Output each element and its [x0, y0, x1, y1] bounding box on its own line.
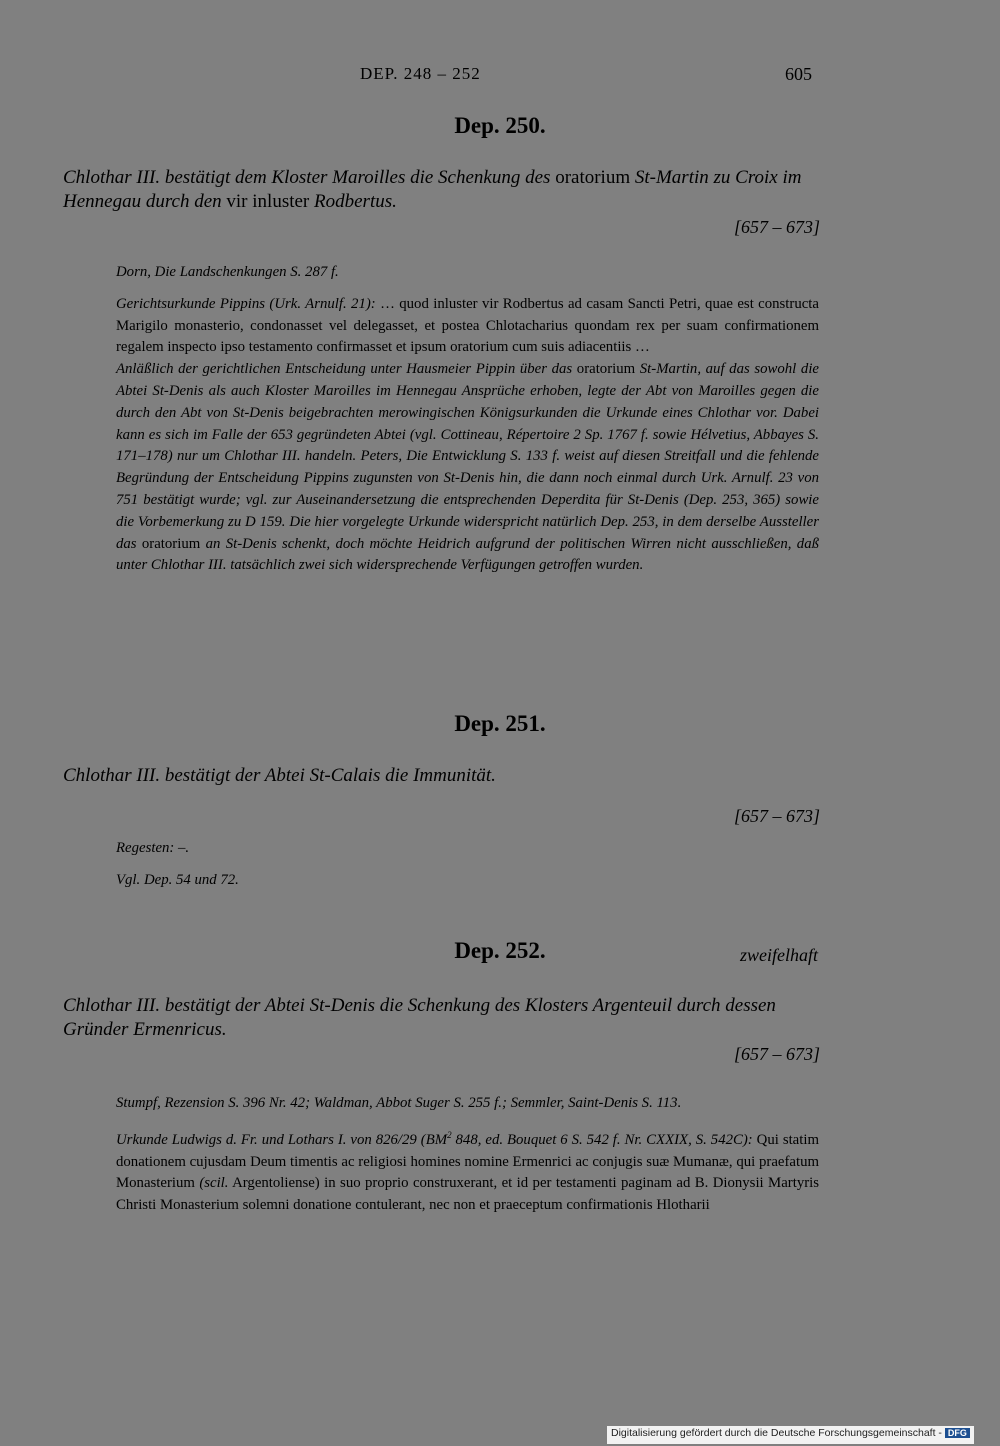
dep-252-quote-scil: (scil. [199, 1175, 229, 1192]
dep-250-commentary-part: Anläßlich der gerichtlichen Entscheidung unter Hausmeier Pippin über das [116, 361, 573, 378]
dep-252-quote-source: 848, ed. Bouquet 6 S. 542 f. Nr. CXXIX, S. 542C): [455, 1131, 753, 1148]
dep-250-commentary-part: an St-Denis schenkt, doch möchte Heidrich aufgrund der politischen Wirren nicht ausschließen, daß unter Chlothar III. tatsächlich zwei sich widersprechende Verfügungen getroffen wurden. [116, 535, 819, 574]
page-number: 605 [785, 64, 812, 84]
dep-250-commentary-part: oratorium [141, 535, 201, 552]
dep-252-quote-source: Urkunde Ludwigs d. Fr. und Lothars I. von 826/29 (BM [116, 1131, 448, 1148]
dep-251-vgl: Vgl. Dep. 54 und 72. [116, 871, 239, 888]
dfg-logo-icon: DFG [945, 1428, 970, 1438]
dep-252-heading: Dep. 252. [454, 938, 546, 963]
dep-250-body [116, 262, 819, 577]
dep-250-title-part: oratorium [555, 167, 631, 188]
dep-250-commentary-part: St-Martin, auf das sowohl die Abtei St-Denis als auch Kloster Maroilles im Hennegau Ansprüche erhoben, legte der Abt von Maroilles gegen die durch den Abt von St-Denis beigebrachten merowingischen Königsurkunden die Urkunde eines Chlothar vor. Dabei kann es sich im Falle der 653 gegründeten Abtei (vgl. Cottineau, Répertoire 2 Sp. 1767 f. sowie Hélvetius, Abbayes S. 171–178) nur um Chlothar III. handeln. Peters, Die Entwicklung S. 133 f. weist auf diesen Streitfall und die fehlende Begründung der Entscheidung Pippins zugunsten von St-Denis hin, die dann noch einmal durch Urk. Arnulf. 23 von 751 bestätigt wurde; vgl. zur Auseinandersetzung die entsprechenden Deperdita für St-Denis (Dep. 253, 365) sowie die Vorbemerkung zu D 159. Die hier vorgelegte Urkunde widerspricht natürlich Dep. 253, in dem derselbe Aussteller das [116, 361, 819, 552]
dep-250-heading: Dep. 250. [454, 113, 546, 138]
dep-252-title: Chlothar III. bestätigt der Abtei St-Denis die Schenkung des Klosters Argenteuil durch dessen Gründer Ermenricus. [63, 995, 776, 1040]
dep-250-commentary [116, 359, 819, 577]
dep-251-title: Chlothar III. bestätigt der Abtei St-Calais die Immunität. [63, 765, 496, 786]
running-header [0, 64, 1000, 88]
dep-250-quote-source: Gerichtsurkunde Pippins (Urk. Arnulf. 21): [116, 295, 376, 312]
running-title: DEP. 248 – 252 [360, 64, 481, 83]
dep-250-reference: Dorn, Die Landschenkungen S. 287 f. [116, 264, 339, 280]
dep-251-date: [657 – 673] [733, 806, 820, 826]
digitization-credit [607, 1426, 974, 1444]
dep-250-quote-text: … quod inluster vir Rodbertus ad casam Sancti Petri, quae est constructa Marigilo monasterio, condonasset vel delegasset, et postea Chlotacharius quondam rex per suam confirmationem regalem inspecto ipso testamento confirmasset et ipsum oratorium cum suis adiacentiis … [116, 295, 819, 356]
dep-252-quote-text: Qui statim donationem cujusdam Deum timentis ac religiosi homines nomine Ermenrici ac conjugis suæ Mumanæ, qui praefatum Monasterium [116, 1131, 819, 1192]
dep-251-body [116, 838, 819, 892]
dep-252-reference: Stumpf, Rezension S. 396 Nr. 42; Waldman, Abbot Suger S. 255 f.; Semmler, Saint-Denis S. 113. [116, 1095, 682, 1111]
dep-250-title-part: St-Martin zu Croix im Hennegau durch den [63, 167, 802, 212]
dep-251-regesten: Regesten: –. [116, 840, 190, 856]
dep-250-quote [116, 294, 819, 359]
dep-252-quote-text: in suo proprio construxerant, et id per testamenti paginam ad B. Dionysii Martyris Christi Monasterium solemni donatione contulerant, nec non et praeceptum confirmationis Hlotharii [116, 1175, 820, 1214]
dep-250-title-part: Chlothar III. bestätigt dem Kloster Maroilles die Schenkung des [63, 167, 551, 188]
dep-250-commentary-part: oratorium [576, 361, 636, 378]
dep-252-qualifier: zweifelhaft [740, 945, 818, 965]
dep-250-date: [657 – 673] [733, 217, 820, 237]
credit-text: Digitalisierung gefördert durch die Deutsche Forschungsgemeinschaft - [611, 1427, 942, 1439]
dep-250-title-part: vir inluster [226, 191, 310, 212]
dep-251-heading: Dep. 251. [454, 711, 546, 736]
dep-252-date: [657 – 673] [733, 1044, 820, 1064]
dep-252-quote-source-sup: 2 [447, 1129, 452, 1140]
dep-252-quote [116, 1125, 819, 1217]
dep-252-quote-text: Argentoliense) [232, 1175, 320, 1192]
dep-252-body [116, 1093, 819, 1217]
dep-250-title-part: Rodbertus. [314, 191, 397, 212]
dep-250-title [63, 166, 820, 214]
